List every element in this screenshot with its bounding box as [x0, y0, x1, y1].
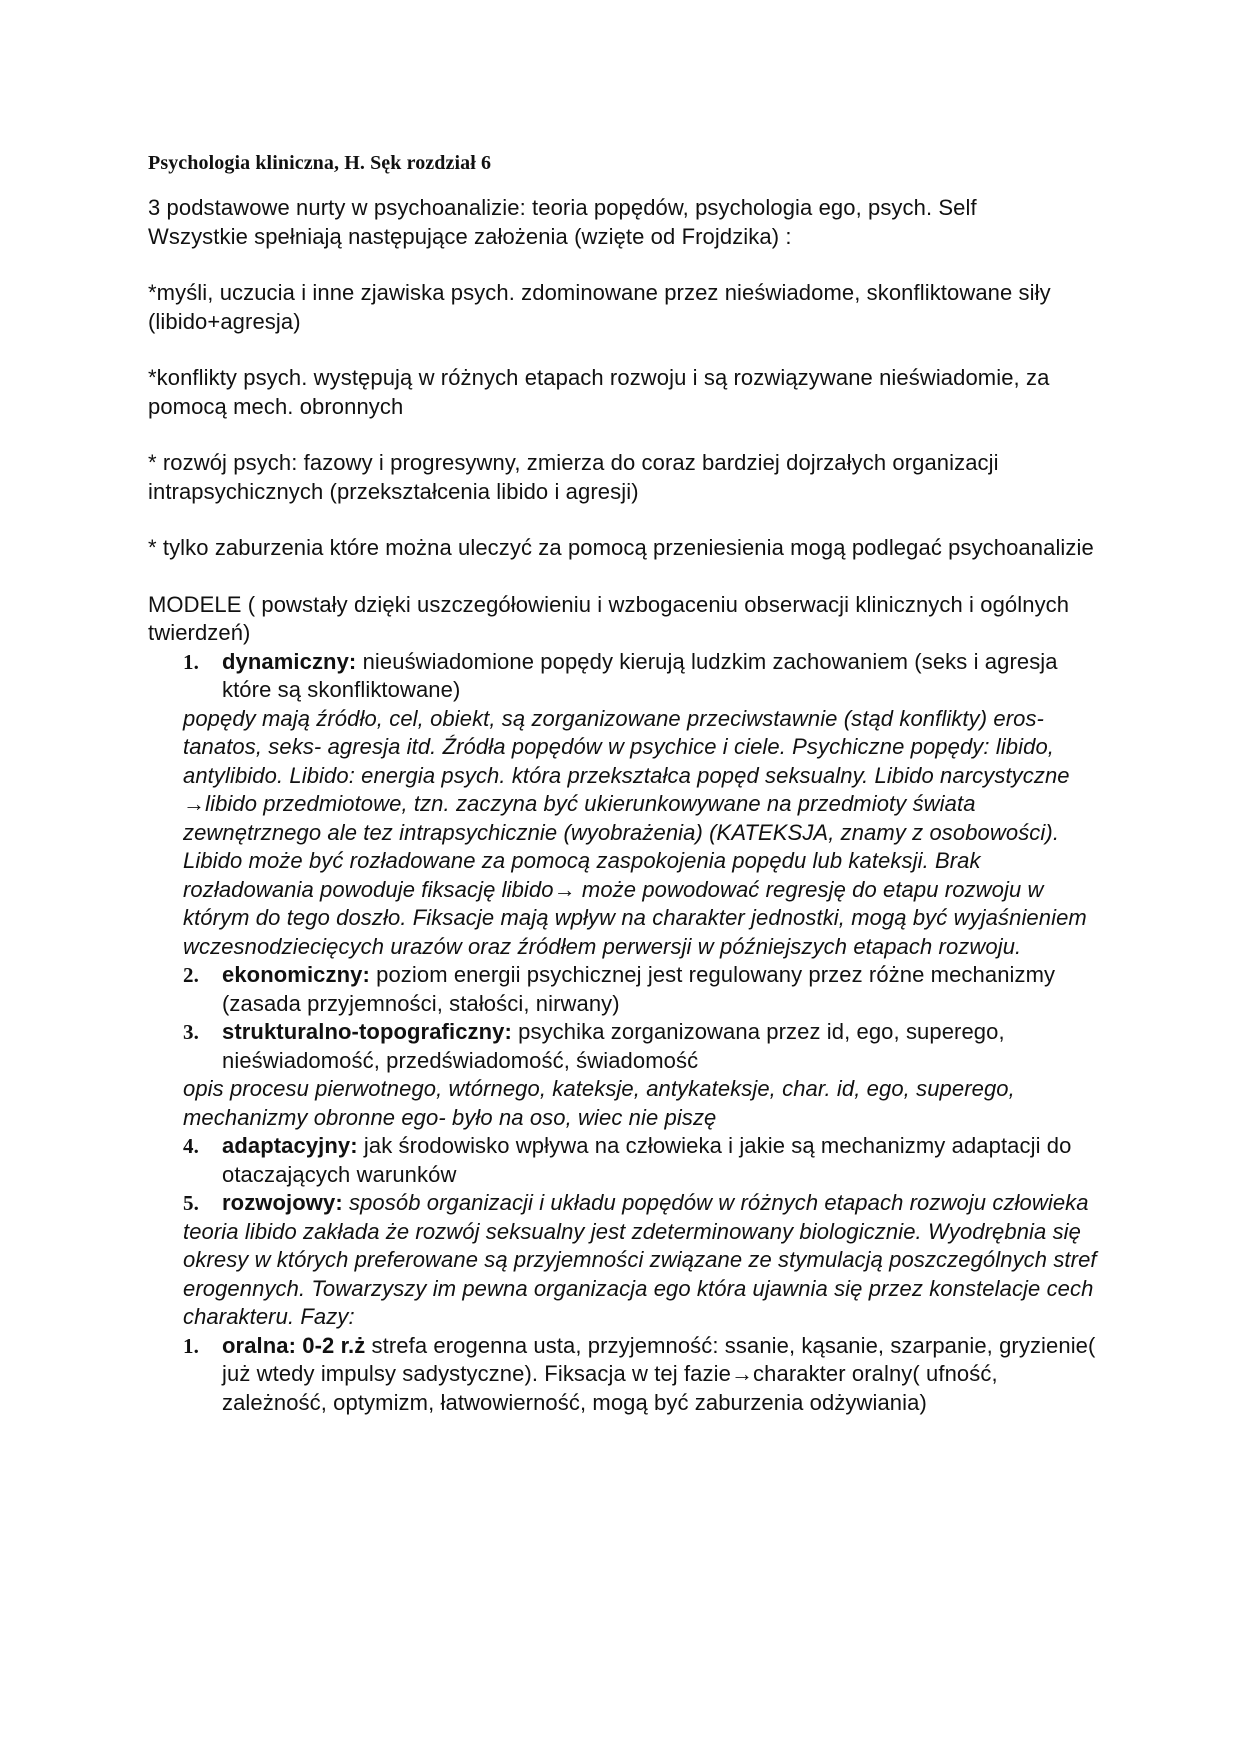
model-item-adaptive	[148, 1132, 1098, 1189]
phase-text-b: charakter oralny( ufność, zależność, optymizm, łatwowierność, mogą być zaburzenia odżywiania)	[222, 1361, 998, 1415]
model-text: sposób organizacji i układu popędów w różnych etapach rozwoju człowieka	[342, 1190, 1089, 1215]
models-list	[148, 648, 1098, 705]
model-item-dynamic	[148, 648, 1098, 705]
arrow-right-icon: →	[730, 1361, 754, 1386]
assumption-4: * tylko zaburzenia które można uleczyć za pomocą przeniesienia mogą podlegać psychoanalizie	[148, 535, 1094, 560]
list-number: 1.	[183, 649, 199, 674]
models-list-cont-2	[148, 1132, 1098, 1218]
model-name: strukturalno-topograficzny:	[222, 1019, 512, 1044]
arrow-right-icon: →	[553, 876, 576, 902]
model-item-structural	[148, 1018, 1098, 1075]
models-paragraph	[148, 591, 1098, 648]
models-heading: MODELE	[148, 591, 242, 617]
intro-line-1: 3 podstawowe nurty w psychoanalizie: teoria popędów, psychologia ego, psych. Self	[148, 195, 977, 220]
intro-paragraph	[148, 194, 1098, 251]
arrow-right-icon: →	[183, 791, 206, 816]
phase-name: oralna: 0-2 r.ż	[222, 1332, 366, 1358]
developmental-model-note: teoria libido zakłada że rozwój seksualny jest zdeterminowany biologicznie. Wyodrębnia się okresy w których preferowane są przyjemności związane ze stymulacją poszczególnych stref erogennych. Towarzyszy im pewna organizacja ego która ujawnia się przez konstelacje cech charakteru. Fazy:	[183, 1218, 1097, 1329]
list-number: 1.	[183, 1333, 199, 1358]
model-name: ekonomiczny:	[222, 962, 370, 987]
list-number: 3.	[183, 1020, 199, 1044]
document-title: Psychologia kliniczna, H. Sęk rozdział 6	[148, 152, 492, 174]
model-item-developmental	[148, 1189, 1098, 1218]
model-text: nieuświadomione popędy kierują ludzkim zachowaniem (seks i agresja które są skonfliktowane)	[222, 648, 1058, 702]
model-item-economic	[148, 961, 1098, 1018]
model-name: adaptacyjny:	[222, 1133, 358, 1158]
structural-model-note: opis procesu pierwotnego, wtórnego, kateksje, antykateksje, char. id, ego, superego, mechanizmy obronne ego- było na oso, wiec nie piszę	[183, 1076, 1015, 1130]
phase-text-a: strefa erogenna usta, przyjemność: ssanie, kąsanie, szarpanie, gryzienie( już wtedy impulsy sadystyczne). Fiksacja w tej fazie	[222, 1332, 1096, 1386]
assumption-1: *myśli, uczucia i inne zjawiska psych. zdominowane przez nieświadome, skonfliktowane siły (libido+agresja)	[148, 280, 1051, 334]
models-intro: ( powstały dzięki uszczegółowieniu i wzbogaceniu obserwacji klinicznych i ogólnych twierdzeń)	[148, 591, 1070, 645]
assumption-3: * rozwój psych: fazowy i progresywny, zmierza do coraz bardziej dojrzałych organizacji intrapsychicznych (przekształcenia libido i agresji)	[148, 450, 999, 504]
model-text: poziom energii psychicznej jest regulowany przez różne mechanizmy (zasada przyjemności, stałości, nirwany)	[222, 962, 1056, 1016]
dynamic-note-part-b: libido przedmiotowe, tzn. zaczyna być ukierunkowywane na przedmioty świata zewnętrznego ale tez intrapsychicznie (wyobrażenia) (KATEKSJA, znamy z osobowości). Libido może być rozładowane za pomocą zaspokojenia popędu lub kateksji. Brak rozładowania powoduje fiksację libido	[183, 791, 1060, 902]
intro-line-2: Wszystkie spełniają następujące założenia (wzięte od Frojdzika) :	[148, 223, 792, 249]
list-number: 2.	[183, 963, 199, 987]
dynamic-note-part-a: popędy mają źródło, cel, obiekt, są zorganizowane przeciwstawnie (stąd konflikty) eros- tanatos, seks- agresja itd. Źródła popędów w psychice i ciele. Psychiczne popędy: libido, antylibido. Libido: energia psych. która przekształca popęd seksualny. Libido narcystyczne	[183, 705, 1070, 788]
document-body	[148, 150, 1098, 1417]
model-name: rozwojowy:	[222, 1190, 343, 1215]
dynamic-note-part-c: może powodować regresję do etapu rozwoju w którym do tego doszło. Fiksacje mają wpływ na charakter jednostki, mogą być wyjaśnieniem wczesnodziecięcych urazów oraz źródłem perwersji w późniejszych etapach rozwoju.	[183, 876, 1087, 959]
models-list-cont	[148, 961, 1098, 1075]
list-number: 4.	[183, 1134, 199, 1158]
phase-item-oral	[148, 1332, 1098, 1418]
list-number: 5.	[183, 1191, 199, 1215]
dynamic-model-note	[148, 705, 1098, 962]
model-text: jak środowisko wpływa na człowieka i jakie są mechanizmy adaptacji do otaczających warunków	[222, 1133, 1072, 1187]
phases-list	[148, 1332, 1098, 1418]
assumption-2: *konflikty psych. występują w różnych etapach rozwoju i są rozwiązywane nieświadomie, za pomocą mech. obronnych	[148, 365, 1050, 419]
model-text: psychika zorganizowana przez id, ego, superego, nieświadomość, przedświadomość, świadomość	[222, 1019, 1005, 1073]
model-name: dynamiczny:	[222, 648, 357, 674]
